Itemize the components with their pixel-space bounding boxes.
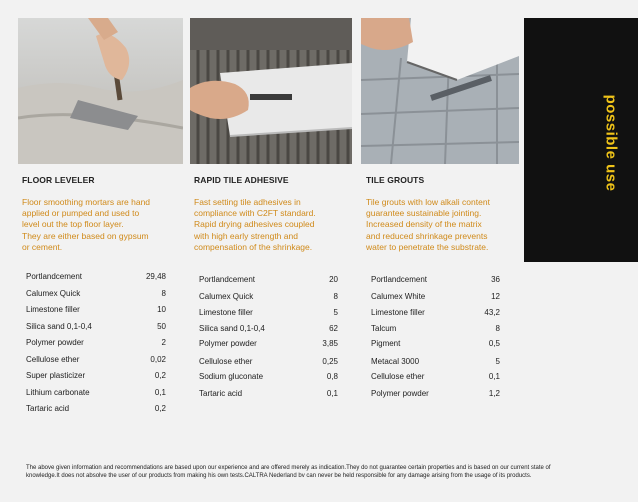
ingredient-value: 50 (157, 321, 166, 331)
ingredient-value: 8 (161, 288, 166, 298)
ingredient-value: 0,1 (154, 387, 166, 397)
ingredient-name: Portlandcement (26, 272, 83, 281)
ingredient-value: 62 (329, 323, 338, 333)
table-row (371, 292, 500, 304)
ingredient-name: Cellulose ether (199, 357, 253, 366)
ingredient-name: Tartaric acid (199, 389, 243, 398)
table-row (371, 372, 500, 384)
table-row (199, 324, 338, 336)
ingredient-name: Polymer powder (371, 389, 429, 398)
table-row (26, 289, 166, 301)
ingredient-name: Cellulose ether (26, 354, 80, 364)
ingredient-name: Limestone filler (371, 308, 425, 317)
table-row (371, 389, 500, 401)
ingredient-value: 8 (333, 291, 338, 301)
table-row (26, 355, 166, 367)
tile-grouts-title: TILE GROUTS (366, 175, 425, 185)
ingredient-value: 12 (491, 291, 500, 301)
table-row (26, 305, 166, 317)
ingredient-value: 5 (495, 357, 500, 366)
ingredient-name: Metacal 3000 (371, 357, 420, 366)
ingredient-value: 0,8 (326, 372, 338, 381)
table-row (26, 404, 166, 416)
ingredient-value: 0,25 (322, 357, 338, 366)
ingredient-name: Pigment (371, 339, 401, 348)
ingredient-name: Silica sand 0,1-0,4 (26, 321, 92, 331)
table-row (26, 322, 166, 334)
ingredient-name: Talcum (371, 323, 397, 333)
ingredient-value: 20 (329, 275, 338, 284)
ingredient-name: Cellulose ether (371, 372, 425, 381)
table-row (26, 388, 166, 400)
ingredient-value: 1,2 (488, 389, 500, 398)
ingredient-name: Sodium gluconate (199, 372, 264, 381)
table-row (26, 272, 166, 284)
sidebar-title: possible use (602, 94, 620, 192)
ingredient-name: Calumex White (371, 291, 426, 301)
rapid-tile-adhesive-title: RAPID TILE ADHESIVE (194, 175, 289, 185)
ingredient-value: 0,02 (150, 354, 166, 364)
ingredient-value: 0,1 (488, 372, 500, 381)
table-row (371, 308, 500, 320)
table-row (199, 275, 338, 287)
table-row (199, 357, 338, 369)
ingredient-name: Calumex Quick (199, 291, 254, 301)
table-row (371, 339, 500, 351)
ingredient-name: Limestone filler (199, 308, 253, 317)
ingredient-value: 0,2 (154, 404, 166, 413)
ingredient-name: Calumex Quick (26, 288, 81, 298)
ingredient-value: 8 (495, 323, 500, 333)
ingredient-value: 36 (491, 275, 500, 284)
floor-leveler-photo (18, 18, 183, 164)
table-row (26, 338, 166, 350)
table-row (371, 275, 500, 287)
tile-grouts-description: Tile grouts with low alkali content guarantee sustainable jointing. Increased density of the matrix and reduced shrinkage prevents water to penetrate the substrate. (366, 197, 490, 252)
disclaimer: The above given information and recommendations are based upon our experience and are offered merely as indication.They do not guarantee certain properties and is based on our current state of knowledge.It does not absolve the user of our products from making his own tests.CALTRA Nederland bv can never be held responsible for any damage arising from the usage of its products. (26, 465, 551, 480)
tile-adhesive-photo (190, 18, 352, 164)
ingredient-value: 10 (157, 305, 166, 314)
table-row (199, 389, 338, 401)
rapid-tile-adhesive-description: Fast setting tile adhesives in compliance with C2FT standard. Rapid drying adhesives coupled with high early strength and compensation of the shrinkage. (194, 197, 316, 252)
ingredient-value: 29,48 (145, 272, 166, 281)
floor-leveler-description: Floor smoothing mortars are hand applied or pumped and used to level out the top floor layer. They are either based on gypsum or cement. (22, 197, 151, 252)
floor-leveler-title: FLOOR LEVELER (22, 175, 95, 185)
ingredient-value: 0,2 (154, 371, 166, 380)
ingredient-name: Limestone filler (26, 305, 80, 314)
table-row (199, 339, 338, 351)
table-row (199, 372, 338, 384)
ingredient-value: 5 (333, 308, 338, 317)
ingredient-name: Tartaric acid (26, 404, 70, 413)
ingredient-name: Polymer powder (26, 338, 84, 347)
ingredient-name: Silica sand 0,1-0,4 (199, 323, 265, 333)
table-row (371, 357, 500, 369)
table-row (26, 371, 166, 383)
ingredient-value: 0,5 (488, 339, 500, 348)
ingredient-name: Portlandcement (199, 275, 256, 284)
table-row (199, 308, 338, 320)
ingredient-name: Super plasticizer (26, 371, 86, 380)
table-row (199, 292, 338, 304)
tile-grouts-photo (361, 18, 519, 164)
ingredient-value: 43,2 (484, 308, 500, 317)
ingredient-name: Portlandcement (371, 275, 428, 284)
ingredient-name: Polymer powder (199, 339, 257, 348)
ingredient-value: 0,1 (326, 389, 338, 398)
ingredient-value: 3,85 (322, 339, 338, 348)
table-row (371, 324, 500, 336)
ingredient-name: Lithium carbonate (26, 387, 90, 397)
ingredient-value: 2 (161, 338, 166, 347)
